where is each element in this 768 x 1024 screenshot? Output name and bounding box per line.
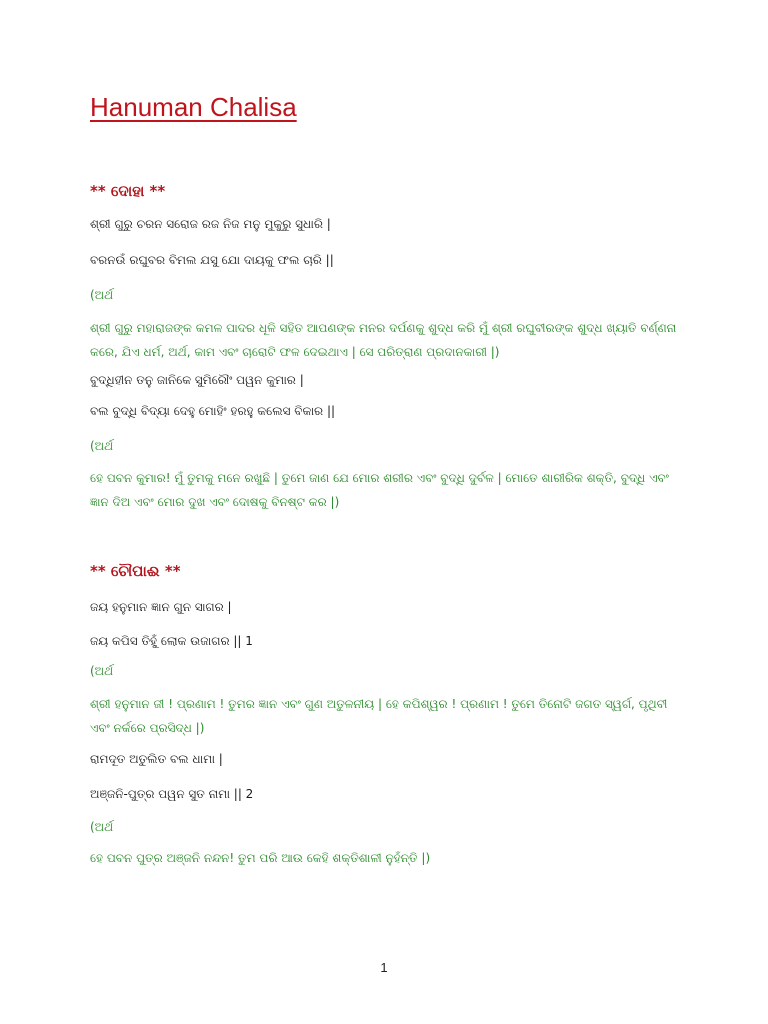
doha-heading: ** ଦୋହା ** bbox=[90, 182, 166, 200]
chaupai-meaning-1: ଶ୍ରୀ ହନୁମାନ ଜୀ ! ପ୍ରଣାମ ! ତୁମର ଜ୍ଞାନ ଏବଂ ଗୁଣ ଅତୁଳନୀୟ | ହେ କପିଶ୍ୱର ! ପ୍ରଣାମ ! ତୁମେ ତିନୋଟି ଜଗତ ସ୍ୱର୍ଗ, ପୃଥିବୀ ଏବଂ ନର୍କରେ ପ୍ରସିଦ୍ଧ |) bbox=[90, 697, 668, 735]
doha-meaning-1: ଶ୍ରୀ ଗୁରୁ ମହାରାଜଙ୍କ କମଳ ପାଦର ଧୂଳି ସହିତ ଆପଣଙ୍କ ମନର ଦର୍ପଣକୁ ଶୁଦ୍ଧ କରି ମୁଁ ଶ୍ରୀ ରଘୁବୀରଙ୍କ ଶୁଦ୍ଧ ଖ୍ୟାତି ବର୍ଣ୍ଣନା କରେ, ଯିଏ ଧର୍ମ, ଅର୍ଥ, କାମ ଏବଂ ଚାରୋଟି ଫଳ ଦେଇଥାଏ | ସେ ପରିତ୍ରାଣ ପ୍ରଦାନକାରୀ |) bbox=[90, 321, 677, 359]
doha-line-1: ଶ୍ରୀ ଗୁରୁ ଚରନ ସରୋଜ ରଜ ନିଜ ମନୁ ମୁକୁରୁ ସୁଧାରି | bbox=[90, 217, 331, 231]
chaupai-heading: ** ଚୌପାଈ ** bbox=[90, 562, 181, 580]
doha-line-4: ବଲ ବୁଦ୍ଧି ବିଦ୍ୟା ଦେହୁ ମୋହିଂ ହରହୁ କଲେସ ବିକାର || bbox=[90, 404, 336, 418]
doha-line-3: ବୁଦ୍ଧିହୀନ ତନୁ ଜାନିକେ ସୁମିରୌଂ ପୱନ କୁମାର | bbox=[90, 373, 304, 387]
chaupai-meaning-2: ହେ ପବନ ପୁତ୍ର ଅଞ୍ଜନି ନନ୍ଦନ! ତୁମ ପରି ଆଉ କେହି ଶକ୍ତିଶାଳୀ ନୁହଁନ୍ତି |) bbox=[90, 851, 431, 865]
chaupai-line-3: ରାମଦୂତ ଅତୁଲିତ ବଲ ଧାମା | bbox=[90, 752, 223, 766]
chaupai-meaning-1-label: (ଅର୍ଥ bbox=[90, 664, 114, 678]
chaupai-meaning-2-label: (ଅର୍ଥ bbox=[90, 820, 114, 834]
doha-meaning-2: ହେ ପବନ କୁମାର! ମୁଁ ତୁମକୁ ମନେ ରଖୁଛି | ତୁମେ ଜାଣ ଯେ ମୋର ଶରୀର ଏବଂ ବୁଦ୍ଧି ଦୁର୍ବଳ | ମୋତେ ଶାରୀରିକ ଶକ୍ତି, ବୁଦ୍ଧି ଏବଂ ଜ୍ଞାନ ଦିଅ ଏବଂ ମୋର ଦୁଖ ଏବଂ ଦୋଷକୁ ବିନଷ୍ଟ କର |) bbox=[90, 471, 669, 509]
page-title: Hanuman Chalisa bbox=[90, 92, 297, 122]
chaupai-line-1: ଜୟ ହନୁମାନ ଜ୍ଞାନ ଗୁନ ସାଗର | bbox=[90, 600, 232, 614]
page-number: 1 bbox=[380, 960, 388, 975]
doha-line-2: ବରନଉଁ ରଘୁବର ବିମଲ ଯସୁ ଯୋ ଦାୟକୁ ଫଲ ଚାରି || bbox=[90, 253, 334, 267]
doha-meaning-2-label: (ଅର୍ଥ bbox=[90, 439, 114, 453]
chaupai-line-2: ଜୟ କପିସ ତିହୁଁ ଲୋକ ଉଜାଗର || 1 bbox=[90, 634, 253, 648]
chaupai-line-4: ଅଞ୍ଜନି-ପୁତ୍ର ପୱନ ସୁତ ନାମା || 2 bbox=[90, 787, 254, 801]
doha-meaning-1-label: (ଅର୍ଥ bbox=[90, 288, 114, 302]
